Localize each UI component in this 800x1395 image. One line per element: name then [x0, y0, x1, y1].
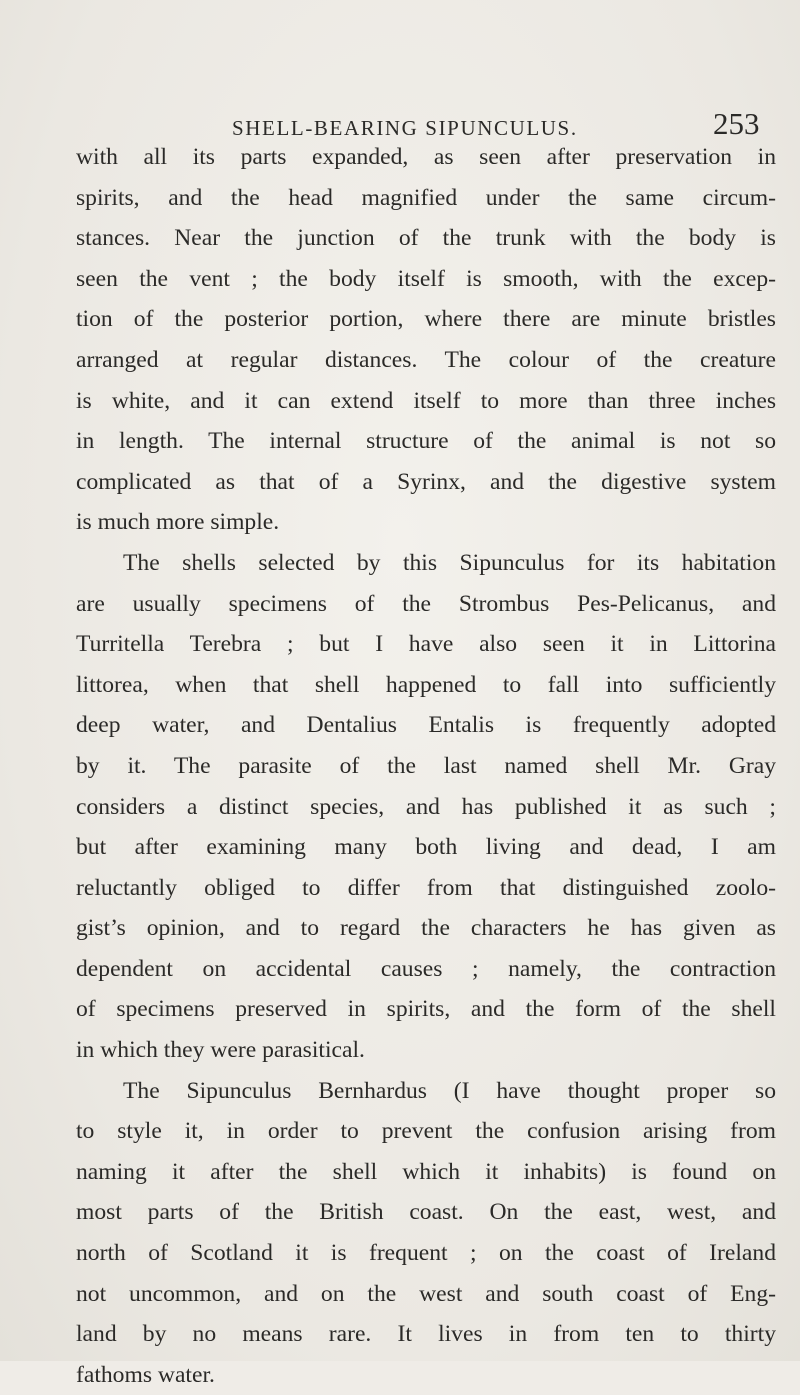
text-line: Turritella Terebra ; but I have also seen it in Littorina — [76, 631, 776, 658]
text-line: spirits, and the head magnified under the same circum- — [76, 184, 776, 211]
text-line: reluctantly obliged to differ from that distinguished zoolo- — [76, 874, 776, 901]
paragraph-start-line: The shells selected by this Sipunculus for its habitation — [123, 549, 776, 576]
text-line: not uncommon, and on the west and south coast of Eng- — [76, 1280, 776, 1307]
text-line: deep water, and Dentalius Entalis is frequently adopted — [76, 712, 776, 739]
text-line: land by no means rare. It lives in from ten to thirty — [76, 1321, 776, 1348]
text-line: by it. The parasite of the last named shell Mr. Gray — [76, 752, 776, 779]
text-line: but after examining many both living and dead, I am — [76, 834, 776, 861]
text-line: arranged at regular distances. The colour of the creature — [76, 346, 776, 373]
text-line: is white, and it can extend itself to more than three inches — [76, 387, 776, 414]
text-line: littorea, when that shell happened to fall into sufficiently — [76, 671, 776, 698]
page-number: 253 — [713, 106, 760, 141]
paragraph-end-line: in which they were parasitical. — [76, 1037, 365, 1064]
text-line: dependent on accidental causes ; namely, the contraction — [76, 955, 776, 982]
text-line: in length. The internal structure of the animal is not so — [76, 428, 776, 455]
paragraph-end-line: fathoms water. — [76, 1361, 215, 1388]
paragraph-end-line: is much more simple. — [76, 509, 280, 536]
text-line: complicated as that of a Syrinx, and the digestive system — [76, 468, 776, 495]
text-line: naming it after the shell which it inhabits) is found on — [76, 1158, 776, 1185]
text-line: tion of the posterior portion, where there are minute bristles — [76, 306, 776, 333]
body-text — [76, 137, 776, 1395]
text-line: most parts of the British coast. On the east, west, and — [76, 1199, 776, 1226]
text-line: considers a distinct species, and has published it as such ; — [76, 793, 776, 820]
text-line: stances. Near the junction of the trunk with the body is — [76, 225, 776, 252]
text-line: seen the vent ; the body itself is smooth, with the excep- — [76, 265, 776, 292]
paragraph-start-line: The Sipunculus Bernhardus (I have thought proper so — [123, 1077, 776, 1104]
text-line: to style it, in order to prevent the confusion arising from — [76, 1118, 776, 1145]
text-line: are usually specimens of the Strombus Pes-Pelicanus, and — [76, 590, 776, 617]
text-line: with all its parts expanded, as seen after preservation in — [76, 144, 776, 170]
text-line: of specimens preserved in spirits, and the form of the shell — [76, 996, 776, 1023]
running-head: SHELL-BEARING SIPUNCULUS. — [232, 116, 578, 140]
text-line: north of Scotland it is frequent ; on the coast of Ireland — [76, 1240, 776, 1267]
text-line: gist’s opinion, and to regard the characters he has given as — [76, 915, 776, 942]
